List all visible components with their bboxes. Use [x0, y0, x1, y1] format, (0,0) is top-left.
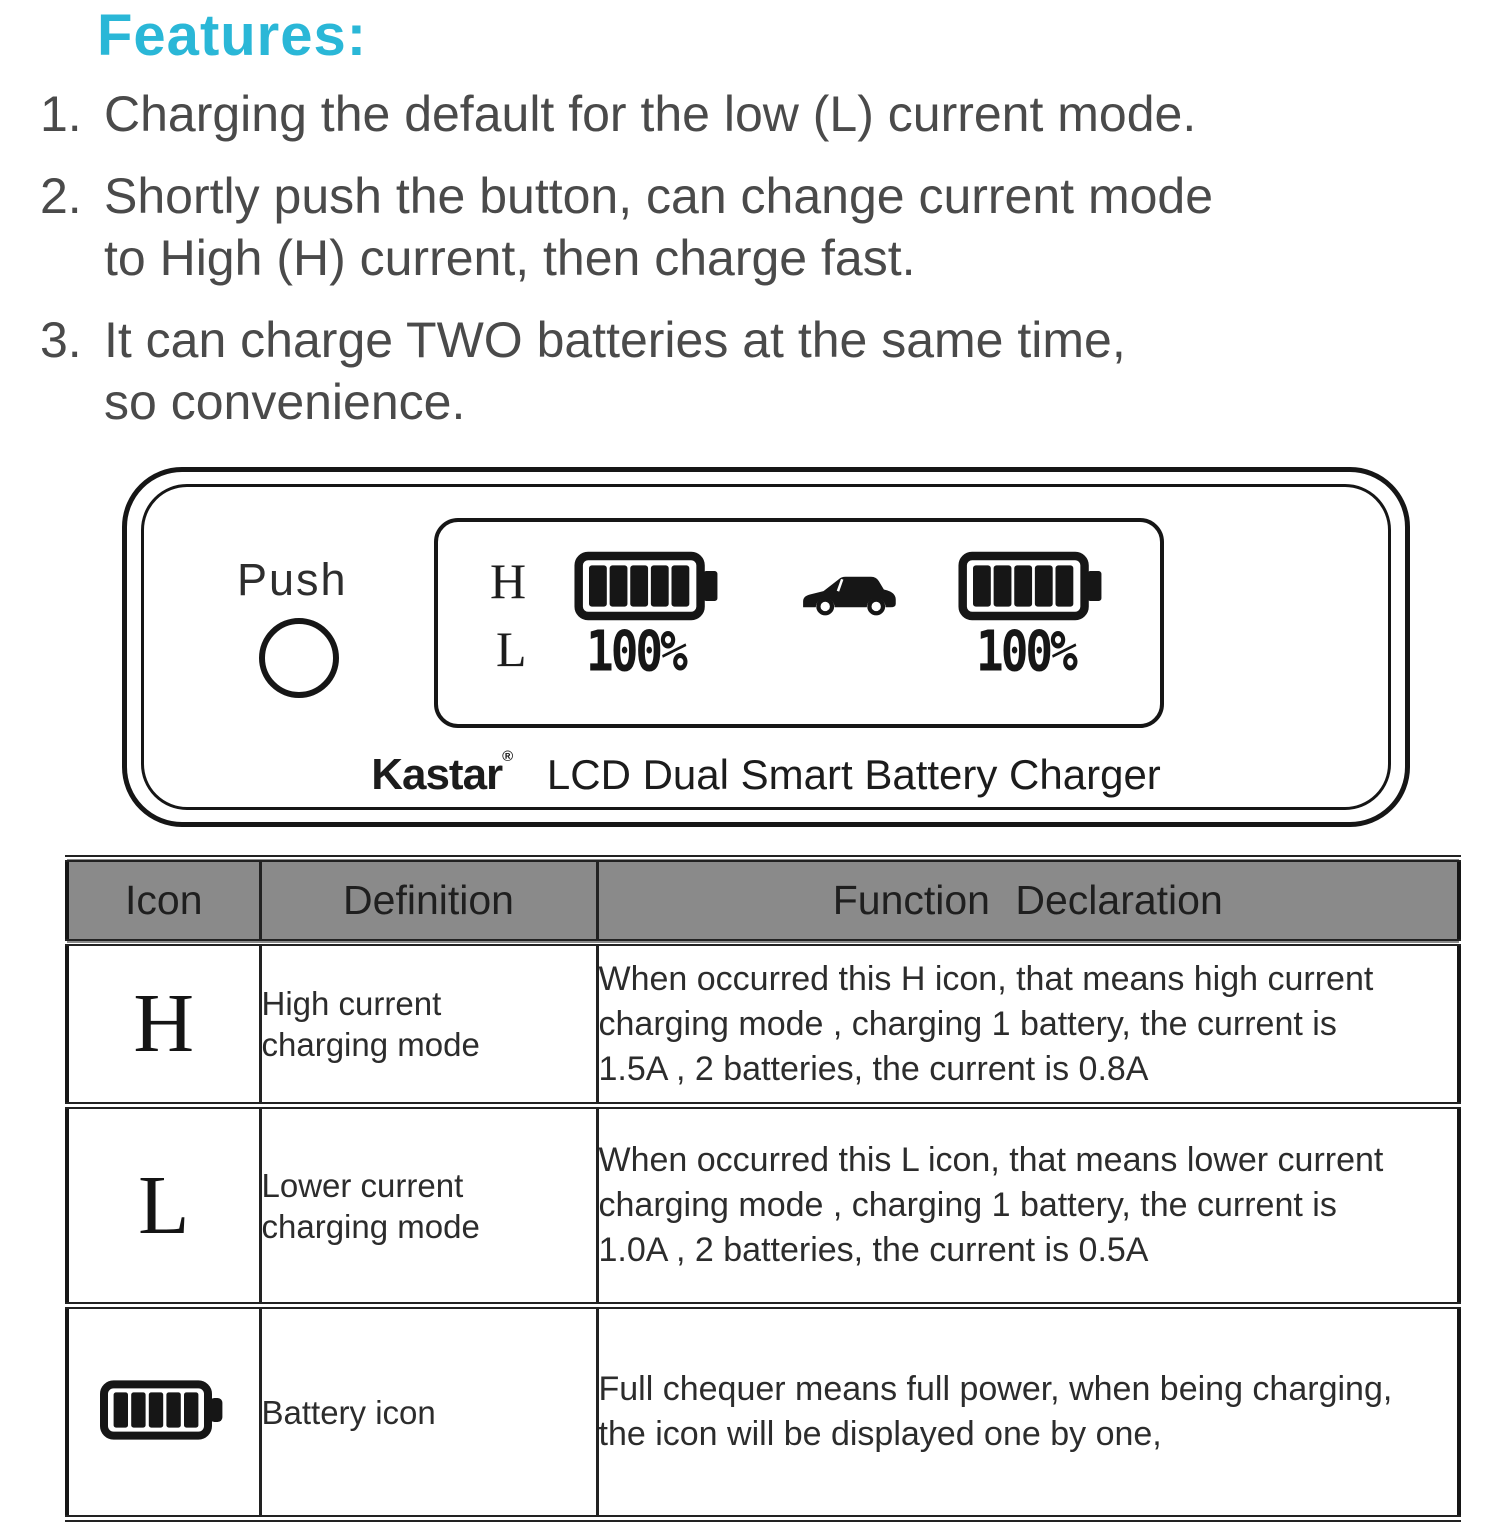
feature-number: 3. — [40, 312, 82, 368]
function-line: charging mode , charging 1 battery, the current is — [598, 1004, 1337, 1043]
battery-level-icon — [958, 550, 1108, 622]
car-icon — [798, 566, 900, 618]
mode-l-indicator: L — [496, 621, 527, 677]
feature-text-line: Charging the default for the low (L) current mode. — [104, 86, 1197, 142]
table-header-row — [67, 859, 1459, 943]
push-button[interactable] — [259, 618, 339, 698]
definition-line: High current — [261, 985, 442, 1022]
table-row-high-current — [67, 943, 1459, 1106]
definition-line: Battery icon — [261, 1393, 436, 1431]
feature-number: 1. — [40, 86, 82, 142]
function-line: the icon will be displayed one by one, — [598, 1415, 1162, 1453]
registered-mark: ® — [502, 748, 514, 765]
charger-caption — [127, 748, 1405, 800]
header-icon: Icon — [67, 859, 260, 943]
battery-right-percent: 100% — [976, 618, 1075, 684]
feature-text-line: Shortly push the button, can change current mode — [104, 168, 1214, 224]
definition-line: charging mode — [261, 1026, 480, 1063]
battery-level-icon — [574, 550, 724, 622]
header-function-declaration: Function Declaration — [597, 859, 1459, 943]
features-title: Features: — [97, 3, 368, 68]
brand-logo: Kastar — [371, 750, 503, 799]
features-list — [40, 83, 1495, 433]
function-line: When occurred this H icon, that means high current — [598, 959, 1374, 998]
battery-left-percent: 100% — [586, 618, 685, 684]
charger-model-name: LCD Dual Smart Battery Charger — [546, 751, 1161, 798]
function-line: When occurred this L icon, that means lower current — [598, 1141, 1384, 1179]
function-line: 1.5A , 2 batteries, the current is 0.8A — [598, 1049, 1149, 1088]
mode-h-indicator: H — [490, 553, 527, 609]
header-definition: Definition — [260, 859, 597, 943]
lcd-screen — [434, 518, 1164, 728]
low-mode-letter: L — [138, 1158, 190, 1252]
feature-text-line: so convenience. — [104, 374, 466, 430]
function-line: 1.0A , 2 batteries, the current is 0.5A — [598, 1231, 1149, 1269]
high-mode-letter: H — [133, 977, 195, 1070]
function-line: charging mode , charging 1 battery, the current is — [598, 1186, 1337, 1224]
feature-item-1 — [40, 83, 1495, 145]
feature-number: 2. — [40, 168, 82, 224]
function-line: Full chequer means full power, when being charging, — [598, 1370, 1393, 1408]
product-feature-sheet — [0, 2, 1495, 1497]
charger-diagram — [122, 467, 1410, 827]
feature-text-line: It can charge TWO batteries at the same time, — [104, 312, 1126, 368]
definition-line: Lower current — [261, 1166, 464, 1204]
push-label: Push — [237, 554, 348, 605]
battery-icon — [100, 1378, 228, 1442]
icon-definition-table — [65, 855, 1461, 1522]
table-row-lower-current — [67, 1106, 1459, 1306]
feature-text-line: to High (H) current, then charge fast. — [104, 230, 916, 286]
feature-item-2 — [40, 165, 1495, 289]
definition-line: charging mode — [261, 1207, 480, 1245]
table-row-battery-icon — [67, 1306, 1459, 1519]
feature-item-3 — [40, 309, 1495, 433]
